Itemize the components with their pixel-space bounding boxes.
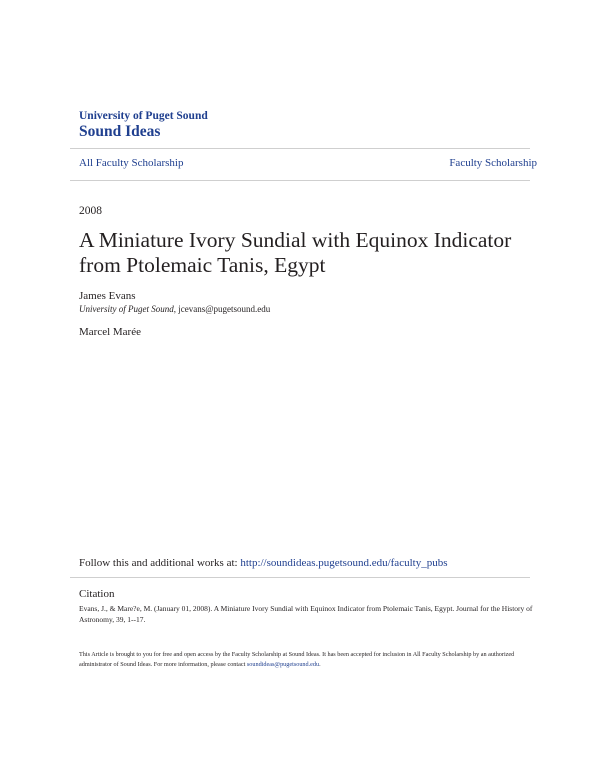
affiliation-name: University of Puget Sound <box>79 304 174 314</box>
nav-divider <box>70 180 530 181</box>
contact-email-link[interactable]: soundideas@pugetsound.edu <box>246 661 320 668</box>
access-notice <box>79 650 534 670</box>
faculty-scholarship-link[interactable]: Faculty Scholarship <box>449 157 537 169</box>
author-name: Marcel Marée <box>79 326 141 338</box>
institution-name: University of Puget Sound <box>79 110 208 122</box>
author-affiliation <box>79 304 270 314</box>
all-faculty-scholarship-link[interactable]: All Faculty Scholarship <box>79 157 184 169</box>
follow-line <box>79 557 447 569</box>
author-email: , jcevans@pugetsound.edu <box>173 304 271 314</box>
top-divider <box>70 148 530 149</box>
paper-title: A Miniature Ivory Sundial with Equinox Indicator from Ptolemaic Tanis, Egypt <box>79 228 512 277</box>
citation-text: Evans, J., & Mare?e, M. (January 01, 2008). A Miniature Ivory Sundial with Equinox Indicator from Ptolemaic Tanis, Egypt. Journal for the History of Astronomy, 39, 1--17. <box>79 604 533 624</box>
citation-divider <box>70 577 530 578</box>
faculty-pubs-link[interactable]: http://soundideas.pugetsound.edu/faculty_pubs <box>240 557 448 569</box>
notice-suffix: . <box>319 661 321 668</box>
citation-heading: Citation <box>79 588 115 600</box>
notice-text: This Article is brought to you for free and open access by the Faculty Scholarship at Sound Ideas. It has been accepted for inclusion in All Faculty Scholarship by an authorized administrator of Sound Ideas. For more information, please contact <box>79 651 515 668</box>
follow-prefix: Follow this and additional works at: <box>79 557 241 569</box>
author-name: James Evans <box>79 290 136 302</box>
repository-name: Sound Ideas <box>79 123 161 140</box>
publication-year: 2008 <box>79 205 102 217</box>
